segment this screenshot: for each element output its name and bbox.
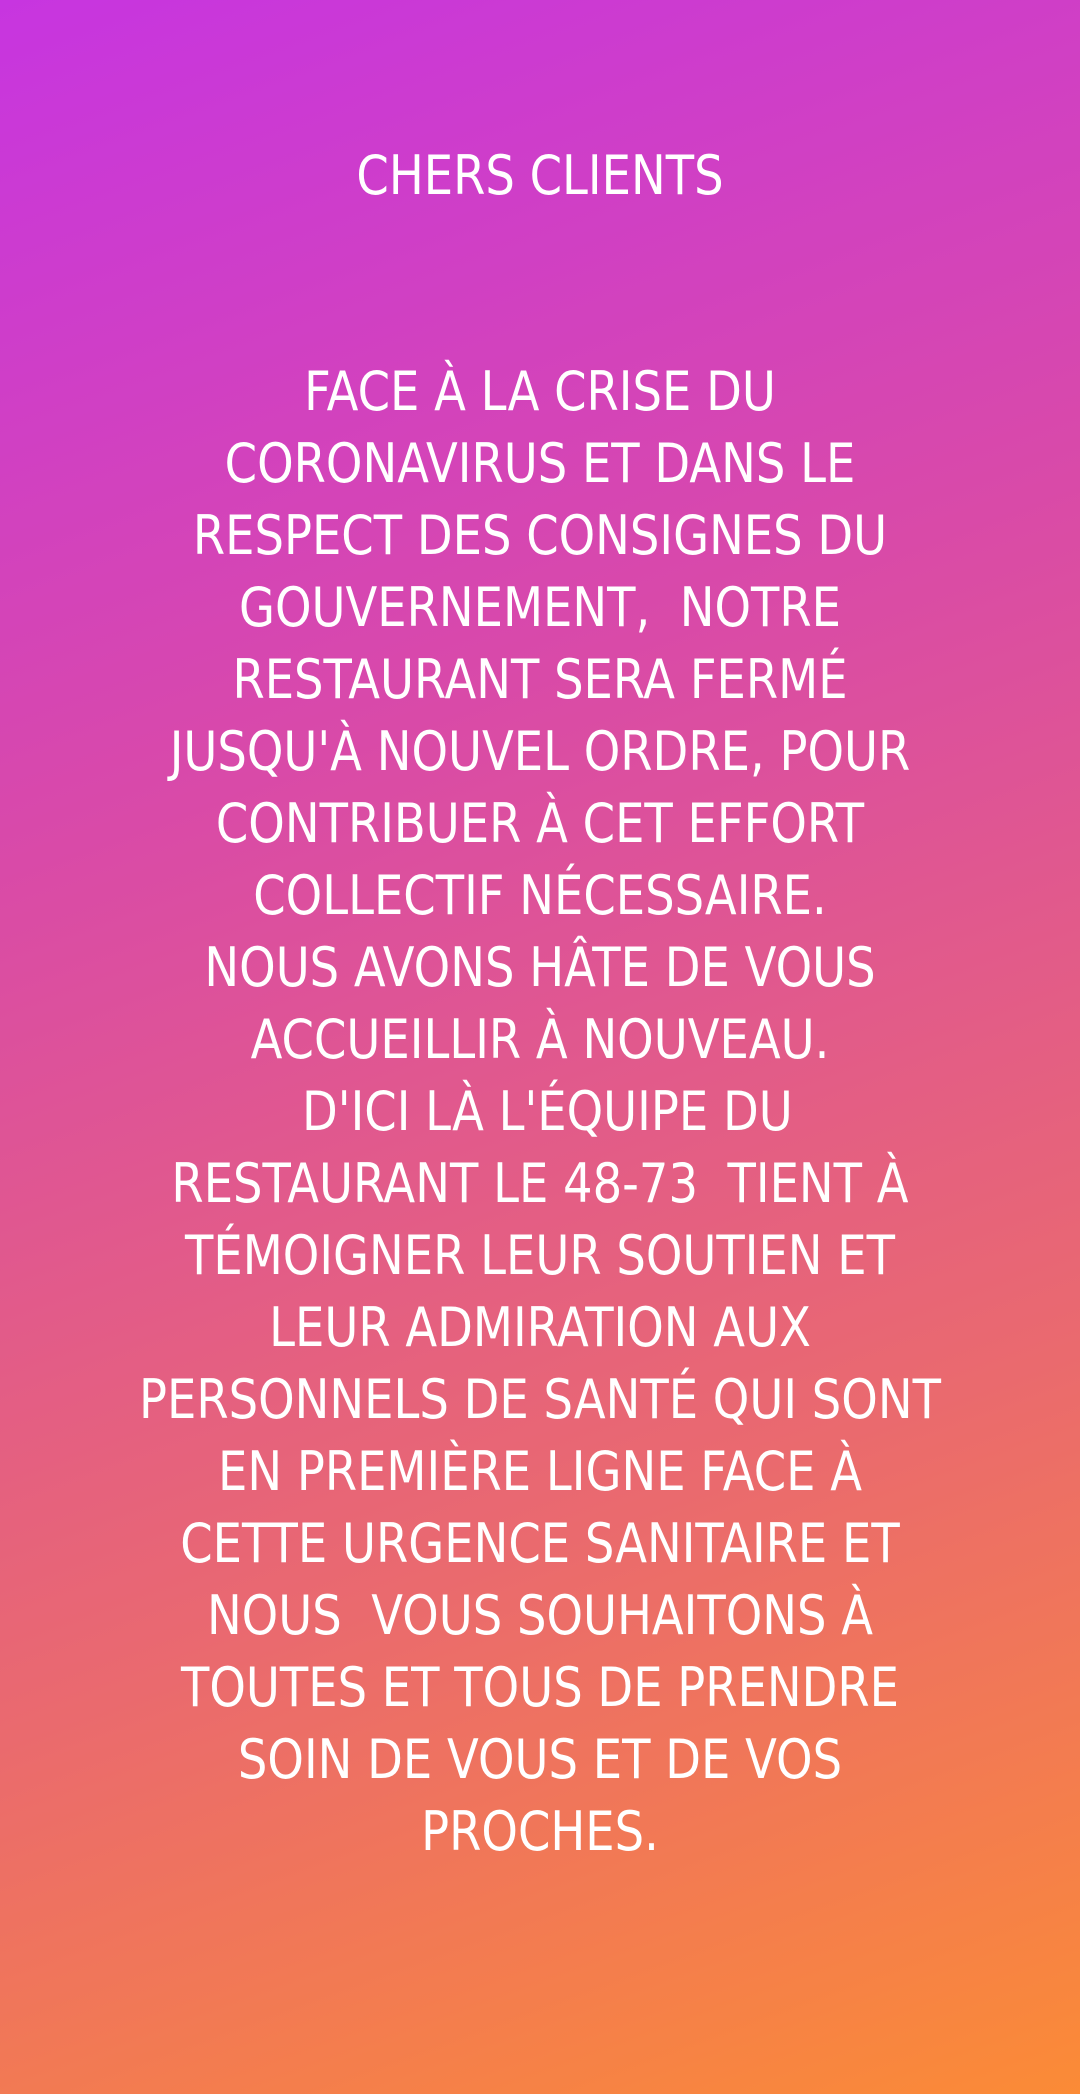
story-line: TOUTES ET TOUS DE PRENDRE [180, 1656, 900, 1719]
story-line: CORONAVIRUS ET DANS LE [224, 432, 856, 495]
story-body [110, 356, 970, 1868]
story-line: JUSQU'À NOUVEL ORDRE, POUR [169, 720, 911, 783]
story-line: NOUS AVONS HÂTE DE VOUS [204, 936, 876, 999]
story-line: RESTAURANT LE 48-73 TIENT À [171, 1152, 909, 1215]
story-line: EN PREMIÈRE LIGNE FACE À [217, 1440, 863, 1503]
story-line: RESTAURANT SERA FERMÉ [232, 648, 848, 711]
story-line: SOIN DE VOUS ET DE VOS [237, 1728, 843, 1791]
story-line: ACCUEILLIR À NOUVEAU. [250, 1008, 830, 1071]
story-line: FACE À LA CRISE DU [304, 360, 776, 423]
story-text-block [110, 140, 970, 1868]
story-line: RESPECT DES CONSIGNES DU [192, 504, 888, 567]
story-line: GOUVERNEMENT, NOTRE [238, 576, 842, 639]
story-line: CONTRIBUER À CET EFFORT [215, 792, 865, 855]
story-heading: CHERS CLIENTS [356, 144, 724, 207]
story-line: LEUR ADMIRATION AUX [269, 1296, 811, 1359]
story-line: PROCHES. [421, 1800, 659, 1863]
story-line: COLLECTIF NÉCESSAIRE. [253, 864, 827, 927]
story-line: D'ICI LÀ L'ÉQUIPE DU [287, 1080, 793, 1143]
story-line: NOUS VOUS SOUHAITONS À [206, 1584, 874, 1647]
story-line: PERSONNELS DE SANTÉ QUI SONT [139, 1368, 941, 1431]
story-line: TÉMOIGNER LEUR SOUTIEN ET [184, 1224, 896, 1287]
story-line: CETTE URGENCE SANITAIRE ET [180, 1512, 900, 1575]
